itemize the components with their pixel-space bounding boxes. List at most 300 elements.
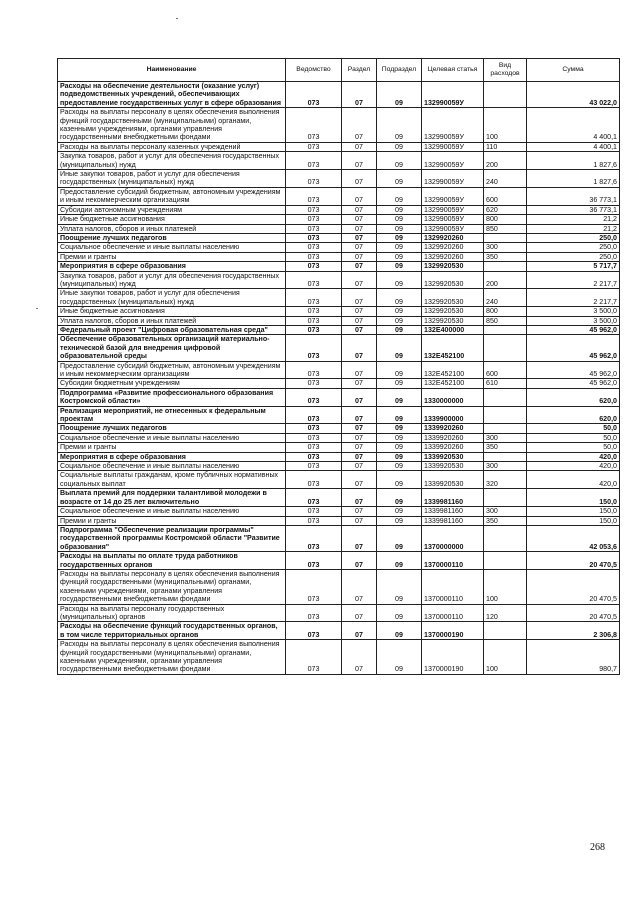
cell-subsection: 09 [377, 307, 422, 316]
budget-sheet [57, 58, 619, 675]
cell-sum: 4 400,1 [527, 142, 620, 151]
cell-target: 1339920260 [422, 443, 484, 452]
cell-section: 07 [342, 489, 377, 507]
cell-dept: 073 [286, 388, 342, 406]
cell-subsection: 09 [377, 604, 422, 622]
cell-name: Премии и гранты [58, 443, 286, 452]
cell-subsection: 09 [377, 233, 422, 242]
cell-target: 132E452100 [422, 361, 484, 379]
cell-exp: 620 [484, 205, 527, 214]
cell-sum: 620,0 [527, 406, 620, 424]
table-row [58, 335, 620, 361]
cell-dept: 073 [286, 443, 342, 452]
cell-exp [484, 622, 527, 640]
cell-subsection: 09 [377, 252, 422, 261]
cell-subsection: 09 [377, 424, 422, 433]
cell-name: Премии и гранты [58, 516, 286, 525]
cell-section: 07 [342, 640, 377, 675]
cell-name: Реализация мероприятий, не отнесенных к федеральным проектам [58, 406, 286, 424]
cell-section: 07 [342, 289, 377, 307]
cell-dept: 073 [286, 271, 342, 289]
cell-sum: 420,0 [527, 471, 620, 489]
cell-name: Расходы на выплаты персоналу в целях обеспечения выполнения функций государственными (муниципальными) органами, казенными учреждениями, органами управления государственными внебюджетными фондами [58, 569, 286, 604]
cell-subsection: 09 [377, 622, 422, 640]
cell-section: 07 [342, 552, 377, 570]
cell-section: 07 [342, 271, 377, 289]
table-row [58, 215, 620, 224]
cell-exp: 100 [484, 640, 527, 675]
cell-target: 1370000190 [422, 640, 484, 675]
cell-dept: 073 [286, 433, 342, 442]
cell-sum: 20 470,5 [527, 569, 620, 604]
cell-name: Расходы на выплаты персоналу государственных (муниципальных) органов [58, 604, 286, 622]
cell-sum: 2 217,7 [527, 271, 620, 289]
cell-target: 1339920530 [422, 471, 484, 489]
cell-dept: 073 [286, 604, 342, 622]
table-row [58, 233, 620, 242]
table-row [58, 316, 620, 325]
cell-section: 07 [342, 142, 377, 151]
cell-sum: 420,0 [527, 462, 620, 471]
cell-dept: 073 [286, 325, 342, 334]
cell-exp: 610 [484, 379, 527, 388]
cell-target: 1370000110 [422, 552, 484, 570]
cell-exp [484, 325, 527, 334]
cell-section: 07 [342, 443, 377, 452]
cell-target: 132990059У [422, 152, 484, 170]
table-row [58, 243, 620, 252]
table-row [58, 622, 620, 640]
cell-exp: 850 [484, 224, 527, 233]
cell-sum: 43 022,0 [527, 82, 620, 108]
cell-target: 1330000000 [422, 388, 484, 406]
cell-subsection: 09 [377, 640, 422, 675]
cell-exp: 300 [484, 433, 527, 442]
cell-target: 1329920530 [422, 271, 484, 289]
table-row [58, 552, 620, 570]
cell-subsection: 09 [377, 379, 422, 388]
cell-target: 132990059У [422, 108, 484, 143]
cell-sum: 20 470,5 [527, 552, 620, 570]
cell-exp: 350 [484, 443, 527, 452]
cell-subsection: 09 [377, 525, 422, 551]
cell-subsection: 09 [377, 170, 422, 188]
cell-exp: 200 [484, 271, 527, 289]
cell-target: 1329920530 [422, 262, 484, 271]
cell-dept: 073 [286, 170, 342, 188]
cell-dept: 073 [286, 462, 342, 471]
cell-target: 1339900000 [422, 406, 484, 424]
cell-target: 132990059У [422, 205, 484, 214]
cell-exp: 240 [484, 170, 527, 188]
cell-name: Расходы на обеспечение деятельности (оказание услуг) подведомственных учреждений, обеспечивающих предоставление государственных услуг в сфере образования [58, 82, 286, 108]
cell-dept: 073 [286, 224, 342, 233]
cell-name: Федеральный проект "Цифровая образовательная среда" [58, 325, 286, 334]
cell-name: Социальные выплаты гражданам, кроме публичных нормативных социальных выплат [58, 471, 286, 489]
cell-name: Закупка товаров, работ и услуг для обеспечения государственных (муниципальных) нужд [58, 152, 286, 170]
cell-subsection: 09 [377, 325, 422, 334]
cell-exp [484, 424, 527, 433]
table-row [58, 82, 620, 108]
cell-target: 1370000000 [422, 525, 484, 551]
cell-dept: 073 [286, 205, 342, 214]
cell-subsection: 09 [377, 388, 422, 406]
cell-exp: 200 [484, 152, 527, 170]
cell-name: Субсидии бюджетным учреждениям [58, 379, 286, 388]
table-row [58, 424, 620, 433]
cell-name: Иные бюджетные ассигнования [58, 307, 286, 316]
cell-dept: 073 [286, 452, 342, 461]
cell-dept: 073 [286, 406, 342, 424]
cell-sum: 150,0 [527, 489, 620, 507]
cell-dept: 073 [286, 215, 342, 224]
cell-exp: 100 [484, 108, 527, 143]
cell-target: 1329920260 [422, 252, 484, 261]
cell-target: 1339920260 [422, 433, 484, 442]
cell-subsection: 09 [377, 462, 422, 471]
cell-dept: 073 [286, 335, 342, 361]
cell-name: Расходы на выплаты персоналу казенных учреждений [58, 142, 286, 151]
cell-subsection: 09 [377, 406, 422, 424]
header-sum: Сумма [527, 59, 620, 82]
cell-dept: 073 [286, 569, 342, 604]
cell-target: 132990059У [422, 82, 484, 108]
cell-exp [484, 388, 527, 406]
cell-exp: 100 [484, 569, 527, 604]
table-row [58, 471, 620, 489]
cell-target: 1339920260 [422, 424, 484, 433]
cell-target: 1329920260 [422, 243, 484, 252]
cell-section: 07 [342, 233, 377, 242]
cell-section: 07 [342, 424, 377, 433]
cell-section: 07 [342, 82, 377, 108]
cell-sum: 36 773,1 [527, 205, 620, 214]
cell-section: 07 [342, 152, 377, 170]
cell-dept: 073 [286, 262, 342, 271]
cell-exp: 110 [484, 142, 527, 151]
cell-dept: 073 [286, 379, 342, 388]
cell-sum: 5 717,7 [527, 262, 620, 271]
cell-exp: 600 [484, 361, 527, 379]
cell-subsection: 09 [377, 361, 422, 379]
cell-sum: 50,0 [527, 424, 620, 433]
cell-dept: 073 [286, 525, 342, 551]
cell-subsection: 09 [377, 569, 422, 604]
cell-dept: 073 [286, 552, 342, 570]
cell-sum: 1 827,6 [527, 152, 620, 170]
table-row [58, 325, 620, 334]
cell-name: Премии и гранты [58, 252, 286, 261]
table-row [58, 170, 620, 188]
table-row [58, 433, 620, 442]
cell-section: 07 [342, 379, 377, 388]
cell-exp [484, 552, 527, 570]
table-row [58, 569, 620, 604]
cell-sum: 620,0 [527, 388, 620, 406]
cell-target: 1339981160 [422, 489, 484, 507]
cell-subsection: 09 [377, 187, 422, 205]
cell-dept: 073 [286, 507, 342, 516]
cell-exp [484, 525, 527, 551]
cell-name: Расходы на обеспечение функций государственных органов, в том числе территориальных органов [58, 622, 286, 640]
cell-section: 07 [342, 471, 377, 489]
cell-name: Уплата налогов, сборов и иных платежей [58, 316, 286, 325]
cell-section: 07 [342, 335, 377, 361]
scan-speck [176, 18, 178, 19]
cell-dept: 073 [286, 187, 342, 205]
cell-name: Уплата налогов, сборов и иных платежей [58, 224, 286, 233]
cell-dept: 073 [286, 82, 342, 108]
cell-section: 07 [342, 525, 377, 551]
cell-exp: 300 [484, 507, 527, 516]
header-section: Раздел [342, 59, 377, 82]
cell-name: Социальное обеспечение и иные выплаты населению [58, 243, 286, 252]
cell-target: 132990059У [422, 170, 484, 188]
cell-exp: 350 [484, 252, 527, 261]
cell-section: 07 [342, 507, 377, 516]
cell-sum: 50,0 [527, 433, 620, 442]
cell-sum: 20 470,5 [527, 604, 620, 622]
cell-subsection: 09 [377, 205, 422, 214]
cell-name: Расходы на выплаты по оплате труда работников государственных органов [58, 552, 286, 570]
header-subsection: Подраздел [377, 59, 422, 82]
cell-name: Предоставление субсидий бюджетным, автономным учреждениям и иным некоммерческим организациям [58, 361, 286, 379]
cell-section: 07 [342, 569, 377, 604]
cell-exp [484, 452, 527, 461]
cell-sum: 45 962,0 [527, 325, 620, 334]
cell-exp [484, 82, 527, 108]
cell-exp: 120 [484, 604, 527, 622]
cell-section: 07 [342, 187, 377, 205]
cell-section: 07 [342, 604, 377, 622]
budget-table [57, 58, 620, 675]
header-row [58, 59, 620, 82]
cell-dept: 073 [286, 142, 342, 151]
cell-target: 1329920530 [422, 316, 484, 325]
cell-sum: 250,0 [527, 252, 620, 261]
header-target: Целевая статья [422, 59, 484, 82]
cell-name: Выплата премий для поддержки талантливой молодежи в возрасте от 14 до 25 лет включительно [58, 489, 286, 507]
cell-sum: 250,0 [527, 233, 620, 242]
cell-subsection: 09 [377, 433, 422, 442]
cell-section: 07 [342, 170, 377, 188]
table-row [58, 142, 620, 151]
cell-sum: 3 500,0 [527, 316, 620, 325]
cell-target: 1339981160 [422, 507, 484, 516]
cell-sum: 45 962,0 [527, 361, 620, 379]
cell-dept: 073 [286, 640, 342, 675]
table-row [58, 507, 620, 516]
cell-target: 132E452100 [422, 379, 484, 388]
header-dept: Ведомство [286, 59, 342, 82]
cell-exp: 800 [484, 215, 527, 224]
cell-subsection: 09 [377, 142, 422, 151]
cell-name: Социальное обеспечение и иные выплаты населению [58, 507, 286, 516]
table-row [58, 379, 620, 388]
table-row [58, 388, 620, 406]
cell-sum: 2 306,8 [527, 622, 620, 640]
cell-exp: 600 [484, 187, 527, 205]
table-row [58, 271, 620, 289]
cell-target: 1370000190 [422, 622, 484, 640]
cell-subsection: 09 [377, 108, 422, 143]
cell-target: 1370000110 [422, 604, 484, 622]
cell-sum: 50,0 [527, 443, 620, 452]
cell-sum: 45 962,0 [527, 335, 620, 361]
cell-exp: 240 [484, 289, 527, 307]
cell-section: 07 [342, 224, 377, 233]
cell-exp [484, 335, 527, 361]
cell-exp: 320 [484, 471, 527, 489]
cell-name: Субсидии автономным учреждениям [58, 205, 286, 214]
cell-subsection: 09 [377, 289, 422, 307]
cell-subsection: 09 [377, 335, 422, 361]
cell-name: Предоставление субсидий бюджетным, автономным учреждениям и иным некоммерческим организациям [58, 187, 286, 205]
cell-subsection: 09 [377, 215, 422, 224]
cell-subsection: 09 [377, 552, 422, 570]
cell-dept: 073 [286, 152, 342, 170]
cell-target: 1339920530 [422, 452, 484, 461]
cell-section: 07 [342, 205, 377, 214]
table-row [58, 205, 620, 214]
cell-section: 07 [342, 433, 377, 442]
cell-name: Мероприятия в сфере образования [58, 262, 286, 271]
cell-section: 07 [342, 108, 377, 143]
cell-name: Иные закупки товаров, работ и услуг для обеспечения государственных (муниципальных) нужд [58, 170, 286, 188]
cell-section: 07 [342, 622, 377, 640]
table-row [58, 462, 620, 471]
cell-name: Поощрение лучших педагогов [58, 424, 286, 433]
cell-exp [484, 406, 527, 424]
header-exp: Вид расходов [484, 59, 527, 82]
cell-subsection: 09 [377, 471, 422, 489]
page-number: 268 [590, 842, 605, 853]
cell-target: 1329920530 [422, 307, 484, 316]
cell-name: Закупка товаров, работ и услуг для обеспечения государственных (муниципальных) нужд [58, 271, 286, 289]
table-row [58, 452, 620, 461]
cell-dept: 073 [286, 289, 342, 307]
table-row [58, 224, 620, 233]
cell-sum: 250,0 [527, 243, 620, 252]
cell-dept: 073 [286, 622, 342, 640]
cell-sum: 980,7 [527, 640, 620, 675]
cell-subsection: 09 [377, 489, 422, 507]
cell-subsection: 09 [377, 316, 422, 325]
cell-section: 07 [342, 452, 377, 461]
cell-section: 07 [342, 252, 377, 261]
table-row [58, 443, 620, 452]
cell-dept: 073 [286, 108, 342, 143]
cell-subsection: 09 [377, 443, 422, 452]
cell-name: Социальное обеспечение и иные выплаты населению [58, 433, 286, 442]
cell-name: Расходы на выплаты персоналу в целях обеспечения выполнения функций государственными (муниципальными) органами, казенными учреждениями, органами управления государственными внебюджетными фондами [58, 640, 286, 675]
cell-name: Социальное обеспечение и иные выплаты населению [58, 462, 286, 471]
cell-sum: 1 827,6 [527, 170, 620, 188]
cell-subsection: 09 [377, 152, 422, 170]
cell-sum: 36 773,1 [527, 187, 620, 205]
cell-exp: 300 [484, 243, 527, 252]
cell-exp: 350 [484, 516, 527, 525]
cell-dept: 073 [286, 243, 342, 252]
cell-sum: 4 400,1 [527, 108, 620, 143]
cell-section: 07 [342, 406, 377, 424]
cell-subsection: 09 [377, 262, 422, 271]
table-body [58, 82, 620, 675]
cell-dept: 073 [286, 516, 342, 525]
cell-section: 07 [342, 316, 377, 325]
table-row [58, 252, 620, 261]
cell-dept: 073 [286, 361, 342, 379]
cell-section: 07 [342, 307, 377, 316]
cell-exp [484, 233, 527, 242]
cell-sum: 42 053,6 [527, 525, 620, 551]
cell-target: 132E452100 [422, 335, 484, 361]
cell-target: 132990059У [422, 224, 484, 233]
table-row [58, 262, 620, 271]
cell-name: Расходы на выплаты персоналу в целях обеспечения выполнения функций государственными (муниципальными) органами, казенными учреждениями, органами управления государственными внебюджетными фондами [58, 108, 286, 143]
cell-subsection: 09 [377, 452, 422, 461]
cell-subsection: 09 [377, 516, 422, 525]
cell-name: Поощрение лучших педагогов [58, 233, 286, 242]
cell-sum: 420,0 [527, 452, 620, 461]
header-name: Наименование [58, 59, 286, 82]
cell-dept: 073 [286, 233, 342, 242]
table-row [58, 108, 620, 143]
table-row [58, 289, 620, 307]
table-row [58, 361, 620, 379]
scan-speck [36, 308, 38, 309]
cell-name: Иные бюджетные ассигнования [58, 215, 286, 224]
cell-dept: 073 [286, 424, 342, 433]
cell-dept: 073 [286, 252, 342, 261]
cell-exp: 800 [484, 307, 527, 316]
table-row [58, 406, 620, 424]
cell-section: 07 [342, 262, 377, 271]
cell-subsection: 09 [377, 224, 422, 233]
cell-section: 07 [342, 325, 377, 334]
cell-target: 1370000110 [422, 569, 484, 604]
cell-section: 07 [342, 388, 377, 406]
table-row [58, 640, 620, 675]
cell-dept: 073 [286, 307, 342, 316]
cell-target: 1339920530 [422, 462, 484, 471]
cell-sum: 45 962,0 [527, 379, 620, 388]
cell-section: 07 [342, 462, 377, 471]
table-row [58, 307, 620, 316]
cell-section: 07 [342, 361, 377, 379]
cell-target: 132990059У [422, 215, 484, 224]
cell-exp [484, 262, 527, 271]
cell-sum: 2 217,7 [527, 289, 620, 307]
cell-target: 132990059У [422, 142, 484, 151]
cell-target: 1329920530 [422, 289, 484, 307]
table-row [58, 187, 620, 205]
cell-subsection: 09 [377, 271, 422, 289]
cell-subsection: 09 [377, 507, 422, 516]
cell-name: Подпрограмма "Обеспечение реализации программы" государственной программы Костромской области "Развитие образования" [58, 525, 286, 551]
cell-target: 132E400000 [422, 325, 484, 334]
cell-name: Обеспечение образовательных организаций материально-технической базой для внедрения цифровой образовательной среды [58, 335, 286, 361]
cell-sum: 150,0 [527, 516, 620, 525]
cell-exp: 300 [484, 462, 527, 471]
table-row [58, 489, 620, 507]
table-row [58, 525, 620, 551]
cell-subsection: 09 [377, 243, 422, 252]
cell-section: 07 [342, 516, 377, 525]
cell-name: Мероприятия в сфере образования [58, 452, 286, 461]
table-row [58, 516, 620, 525]
cell-target: 1339981160 [422, 516, 484, 525]
